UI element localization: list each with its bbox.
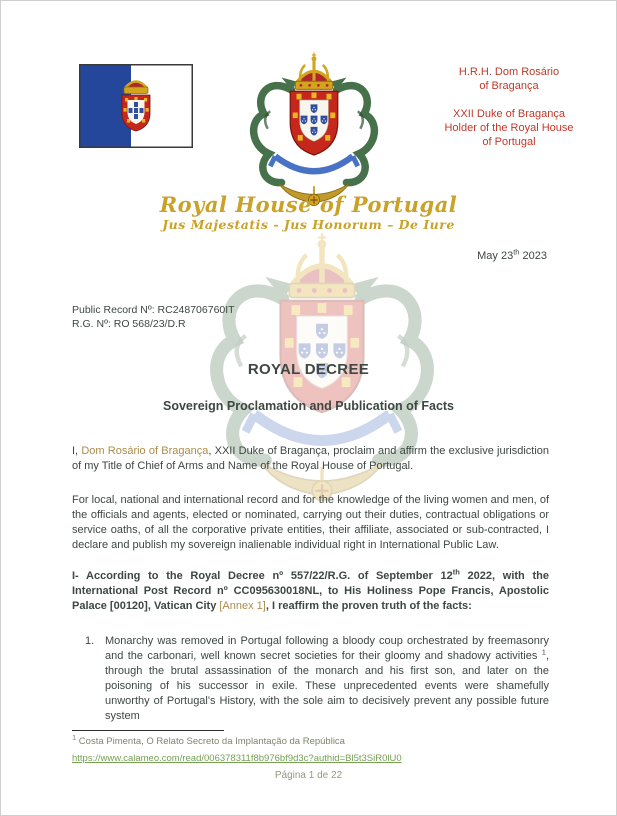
footnote-text: Costa Pimenta, O Relato Secreto da Implantação da República <box>76 736 345 747</box>
footnote-hyperlink[interactable]: https://www.calameo.com/read/006378311f8b976bf9d3c?authid=Bl5t3SiR0lU0 <box>72 753 402 764</box>
date-year: 2023 <box>519 250 547 262</box>
rg-number: R.G. Nº: RO 568/23/D.R <box>72 317 186 330</box>
h1-annex-ref: [Annex 1] <box>219 600 266 612</box>
paragraph-declaration: For local, national and international record and for the knowledge of the living women and men, of the officials and agents, elected or nominated, carrying out their duties, contractual obligations or service oaths, of all the corporative private entities, their affiliate, associated or sub-contracted, I declare and publish my sovereign inalienable individual right in International Public Law. <box>72 494 549 551</box>
header-titles <box>409 65 609 149</box>
hrh-name-line2: of Bragança <box>479 80 539 92</box>
list-item-text-1: Monarchy was removed in Portugal following a bloody coup orchestrated by freemasonry and the carbonari, well known secret societies for their gloomy and shadowy activities <box>105 635 549 662</box>
date-ordinal: th <box>513 247 520 257</box>
hrh-name-line1: H.R.H. Dom Rosário <box>458 66 560 78</box>
h1-part2: 2022, with the International Post Record nº CC095630018NL, to His Holiness Pope Francis, Apostolic Palace [00120], Vatican City <box>72 570 549 612</box>
h1-ordinal: th <box>452 567 460 577</box>
house-script-block <box>1 193 616 232</box>
record-numbers <box>72 304 235 331</box>
section-heading-1 <box>72 569 549 614</box>
royal-coat-of-arms-icon <box>239 51 389 209</box>
duke-title-line3: of Portugal <box>482 136 536 148</box>
h1-part3: , I reaffirm the proven truth of the facts: <box>265 600 472 612</box>
decree-subtitle: Sovereign Proclamation and Publication of Facts <box>162 399 455 413</box>
list-item-text-2: , through the brutal assassination of the monarch and his first son, and later on the poisoning of his successor in exile. These unprecedented events were shamefully unworthy of Portugal's History, with the sole aim to decisively prevent any possible future system <box>105 650 549 722</box>
public-record-number: Public Record Nº: RC248706760IT <box>72 304 235 316</box>
document-date <box>477 247 547 262</box>
footnote-reference: 1 <box>541 647 546 657</box>
duke-title-line1: XXII Duke of Bragança <box>453 108 565 120</box>
duke-title-line2: Holder of the Royal House <box>444 122 574 134</box>
footnote-area <box>72 730 549 766</box>
numbered-list-item-1 <box>72 634 549 724</box>
p1-prefix: I, <box>72 445 82 457</box>
footnote-marker: 1 <box>72 732 77 742</box>
footnote-citation <box>72 732 549 748</box>
p1-gold-name: Dom Rosário of Bragança <box>81 445 209 457</box>
date-day: May 23 <box>477 250 514 262</box>
document-body <box>72 444 549 724</box>
kingdom-of-portugal-flag <box>79 64 193 148</box>
paragraph-proclamation <box>72 444 549 474</box>
list-number: 1. <box>85 635 95 647</box>
royal-house-script-title: Royal House of Portugal <box>159 192 458 217</box>
latin-motto: Jus Majestatis - Jus Honorum – De Iure <box>162 217 455 232</box>
p1-rest: , XXII Duke of Bragança, proclaim and affirm the exclusive jurisdiction of my Title of Chief of Arms and Name of the Royal House of Portugal. <box>72 445 550 472</box>
footnote-divider <box>72 730 224 731</box>
page-number-footer: Página 1 de 22 <box>274 770 343 781</box>
decree-title: ROYAL DECREE <box>247 361 370 378</box>
h1-part1: I- According to the Royal Decree nº 557/22/R.G. of September 12 <box>72 570 453 582</box>
